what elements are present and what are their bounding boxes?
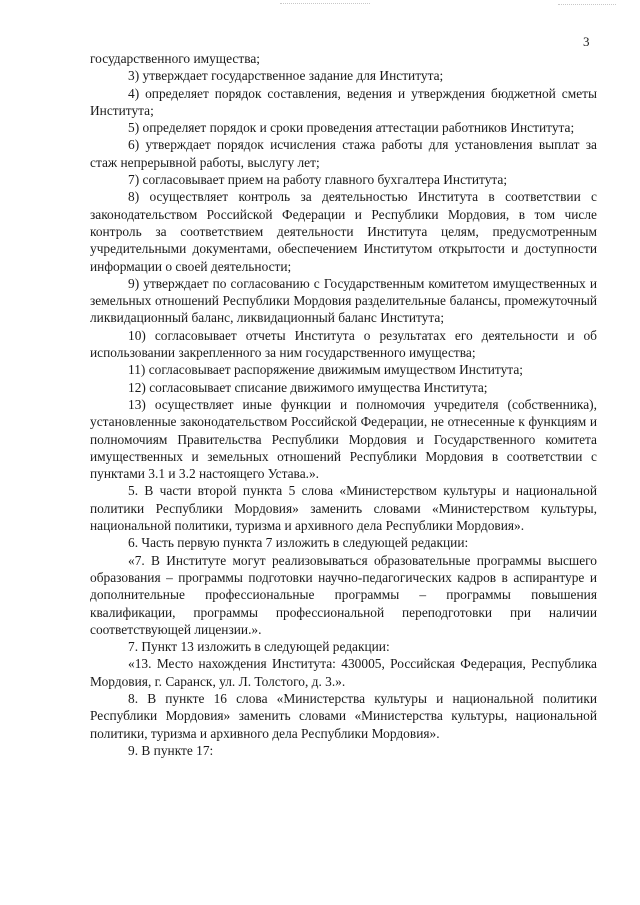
list-item-13: 13) осуществляет иные функции и полномочия учредителя (собственника), установленные законодательством Российской Федерации, не отнесенные к функциям и полномочиям Правительства Республики Мордовия и Государственного комитета имущественных и земельных отношений Республики Мордовия в соответствии с пунктами 3.1 и 3.2 настоящего Устава.». — [90, 396, 597, 482]
list-item-11: 11) согласовывает распоряжение движимым имуществом Института; — [128, 362, 523, 378]
list-item-10: 10) согласовывает отчеты Института о результатах его деятельности и об использовании закрепленного за ним государственного имущества; — [90, 327, 597, 361]
list-item-12: 12) согласовывает списание движимого имущества Института; — [128, 379, 488, 395]
list-item-6: 6) утверждает порядок исчисления стажа работы для установления выплат за стаж непрерывной работы, выслугу лет; — [90, 137, 597, 170]
document-body — [90, 50, 597, 759]
clause-8: 8. В пункте 16 слова «Министерства культуры и национальной политики Республики Мордовия» заменить словами «Министерства культуры, национальной политики, туризма и архивного дела Республики Мордовия». — [90, 690, 597, 741]
list-item-4: 4) определяет порядок составления, ведения и утверждения бюджетной сметы Института; — [90, 85, 597, 118]
scan-artifact — [558, 4, 616, 7]
clause-6-text: «7. В Институте могут реализовываться образовательные программы высшего образования – программы подготовки научно-педагогических кадров в аспирантуре и дополнительные профессиональные программы – программы повышения квалификации, программы профессиональной переподготовки при наличии соответствующей лицензии.». — [90, 552, 597, 637]
clause-9: 9. В пункте 17: — [128, 742, 214, 758]
paragraph-continuation: государственного имущества; — [90, 51, 260, 66]
list-item-5: 5) определяет порядок и сроки проведения аттестации работников Института; — [128, 120, 575, 136]
list-item-7: 7) согласовывает прием на работу главного бухгалтера Института; — [128, 172, 508, 188]
clause-5: 5. В части второй пункта 5 слова «Министерством культуры и национальной политики Республики Мордовия» заменить словами «Министерством культуры, национальной политики, туризма и архивного дела Республики Мордовия». — [90, 483, 597, 534]
clause-6: 6. Часть первую пункта 7 изложить в следующей редакции: — [128, 535, 469, 551]
list-item-9: 9) утверждает по согласованию с Государственным комитетом имущественных и земельных отношений Республики Мордовия разделительные балансы, промежуточный ликвидационный баланс, ликвидационный баланс Института; — [90, 275, 597, 326]
clause-7-text: «13. Место нахождения Института: 430005, Российская Федерация, Республика Мордовия, г. Саранск, ул. Л. Толстого, д. 3.». — [90, 656, 597, 689]
list-item-3: 3) утверждает государственное задание для Института; — [128, 68, 444, 84]
scan-artifact — [280, 3, 370, 6]
clause-7: 7. Пункт 13 изложить в следующей редакции: — [128, 639, 390, 655]
list-item-8: 8) осуществляет контроль за деятельностью Института в соответствии с законодательством Российской Федерации и Республики Мордовия, в том числе контроль за соответствием деятельности Института целям, предусмотренным учредительными документами, обеспечением Институтом открытости и доступности информации о своей деятельности; — [90, 189, 597, 274]
page-number: 3 — [583, 34, 590, 49]
